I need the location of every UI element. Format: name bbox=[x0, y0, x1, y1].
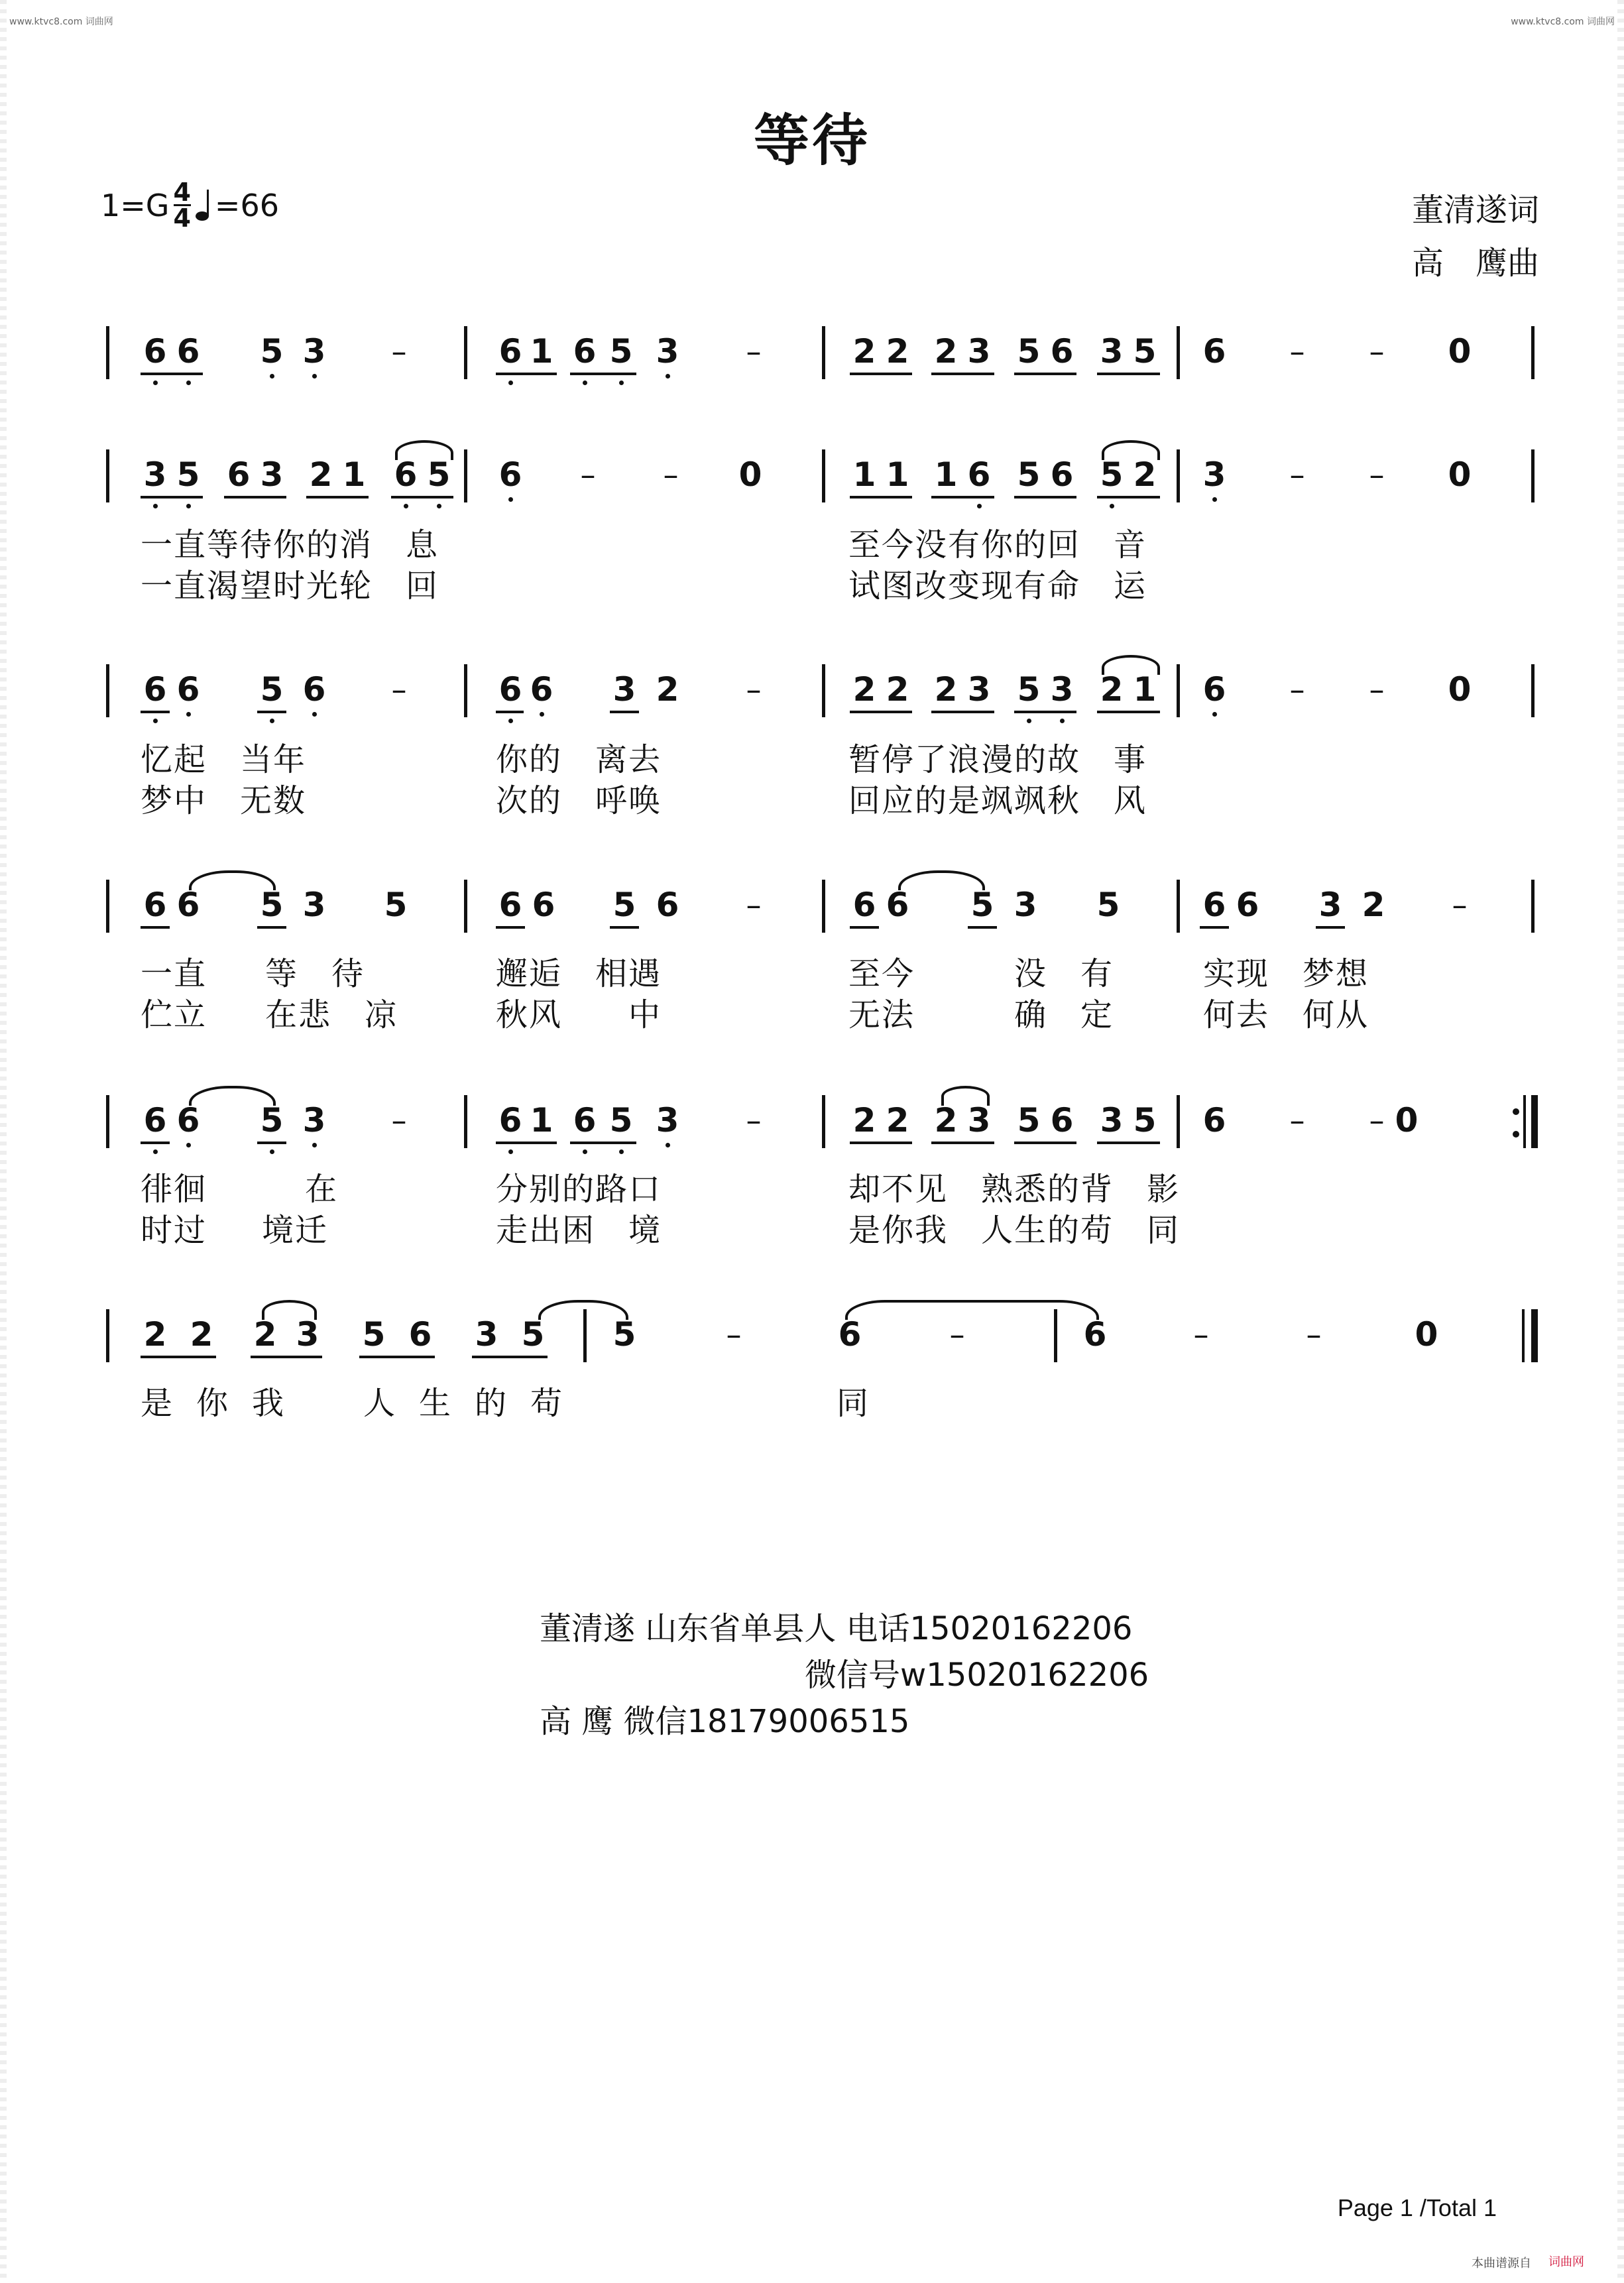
lyric-line: 没 有 bbox=[1014, 955, 1114, 992]
eighth-beam bbox=[257, 1142, 286, 1144]
note: 0 bbox=[1448, 455, 1472, 494]
note: 0 bbox=[1415, 1315, 1438, 1354]
lyric-line: 伫立 bbox=[141, 996, 207, 1033]
note: 6 bbox=[530, 670, 553, 709]
eighth-beam bbox=[931, 373, 994, 375]
note: 3 bbox=[302, 1101, 326, 1140]
note: 0 bbox=[1448, 670, 1472, 709]
lyric-line: 时过 bbox=[141, 1212, 207, 1249]
note: 2 bbox=[656, 670, 679, 709]
sustain-dash: – bbox=[1306, 1317, 1322, 1352]
note: 6 bbox=[1050, 455, 1074, 494]
note: 5 bbox=[384, 886, 408, 924]
octave-dot-below bbox=[1212, 497, 1217, 502]
lyric-line: 你的 离去 bbox=[496, 741, 662, 778]
octave-dot-below bbox=[1027, 719, 1031, 723]
note: 6 bbox=[1202, 1101, 1226, 1140]
eighth-beam bbox=[1097, 1142, 1160, 1144]
octave-dot-below bbox=[666, 1143, 670, 1147]
watermark-top-left: www.ktvc8.com 词曲网 bbox=[9, 17, 113, 27]
octave-dot-below bbox=[186, 1143, 191, 1147]
barline bbox=[106, 880, 109, 933]
note: 5 bbox=[1017, 455, 1041, 494]
octave-dot-below bbox=[270, 719, 274, 723]
note: 3 bbox=[967, 670, 991, 709]
octave-dot-below bbox=[437, 504, 441, 508]
sustain-dash: – bbox=[391, 333, 407, 369]
note: 6 bbox=[573, 1101, 597, 1140]
octave-dot-below bbox=[666, 374, 670, 379]
barline bbox=[464, 449, 467, 502]
note: 6 bbox=[498, 670, 522, 709]
eighth-beam bbox=[850, 496, 912, 498]
note: 2 bbox=[852, 1101, 876, 1140]
lyric-line: 回应的是飒飒秋 风 bbox=[848, 782, 1147, 819]
repeat-barline-thick bbox=[1531, 1095, 1538, 1148]
note: 1 bbox=[1133, 670, 1157, 709]
lyric-line: 一直 bbox=[141, 955, 207, 992]
octave-dot-below bbox=[619, 1149, 624, 1154]
lyric-line: 邂逅 相遇 bbox=[496, 955, 662, 992]
note: 6 bbox=[1083, 1315, 1107, 1354]
barline bbox=[822, 1095, 825, 1148]
note: 1 bbox=[530, 1101, 553, 1140]
octave-dot-below bbox=[270, 1149, 274, 1154]
lyric-line: 徘徊 bbox=[141, 1171, 207, 1208]
eighth-beam bbox=[1316, 926, 1345, 929]
note: 6 bbox=[1050, 1101, 1074, 1140]
note: 6 bbox=[176, 886, 200, 924]
lyric-line: 确 定 bbox=[1014, 996, 1114, 1033]
eighth-beam bbox=[251, 1356, 322, 1358]
note: 5 bbox=[260, 670, 284, 709]
octave-dot-below bbox=[270, 374, 274, 379]
note: 6 bbox=[498, 1101, 522, 1140]
note: 5 bbox=[1017, 332, 1041, 371]
barline bbox=[822, 664, 825, 717]
note: 6 bbox=[498, 332, 522, 371]
slur bbox=[941, 1086, 990, 1106]
lyric-line: 梦中 无数 bbox=[141, 782, 307, 819]
eighth-beam bbox=[359, 1356, 435, 1358]
sustain-dash: – bbox=[746, 1102, 762, 1138]
note: 3 bbox=[475, 1315, 498, 1354]
watermark-top-right: www.ktvc8.com 词曲网 bbox=[1511, 17, 1615, 27]
sustain-dash: – bbox=[1289, 672, 1305, 707]
barline bbox=[1177, 664, 1180, 717]
barline bbox=[464, 664, 467, 717]
barline bbox=[106, 449, 109, 502]
note: 3 bbox=[302, 886, 326, 924]
octave-dot-below bbox=[583, 380, 587, 385]
octave-dot-below bbox=[1212, 712, 1217, 717]
lyric-line: 分别的路口 bbox=[496, 1171, 662, 1208]
note: 6 bbox=[302, 670, 326, 709]
note: 5 bbox=[1133, 1101, 1157, 1140]
barline bbox=[1531, 880, 1535, 933]
note: 6 bbox=[227, 455, 251, 494]
note: 0 bbox=[1395, 1101, 1419, 1140]
barline bbox=[464, 880, 467, 933]
lyric-line: 等 待 bbox=[265, 955, 365, 992]
page-number: Page 1 /Total 1 bbox=[1337, 2194, 1497, 2221]
eighth-beam bbox=[850, 373, 912, 375]
octave-dot-below bbox=[508, 1149, 513, 1154]
slur bbox=[1102, 440, 1160, 460]
octave-dot-below bbox=[583, 1149, 587, 1154]
slur bbox=[898, 870, 985, 890]
note: 3 bbox=[296, 1315, 319, 1354]
octave-dot-below bbox=[508, 497, 513, 502]
note: 6 bbox=[394, 455, 418, 494]
note: 5 bbox=[521, 1315, 545, 1354]
barline bbox=[106, 326, 109, 379]
note: 3 bbox=[612, 670, 636, 709]
sustain-dash: – bbox=[746, 887, 762, 923]
right-edge-strip bbox=[1617, 0, 1624, 2283]
note: 2 bbox=[886, 670, 909, 709]
note: 2 bbox=[1133, 455, 1157, 494]
octave-dot-below bbox=[153, 380, 158, 385]
note: 3 bbox=[143, 455, 167, 494]
barline bbox=[1177, 880, 1180, 933]
octave-dot-below bbox=[508, 380, 513, 385]
lyric-line: 人生的苟 bbox=[363, 1385, 587, 1422]
sustain-dash: – bbox=[663, 457, 679, 493]
sustain-dash: – bbox=[391, 1102, 407, 1138]
composer-credit: 高 鹰曲 bbox=[1411, 245, 1539, 282]
note: 6 bbox=[1202, 886, 1226, 924]
slur bbox=[395, 440, 453, 460]
eighth-beam bbox=[931, 711, 994, 713]
lyric-line: 至今 bbox=[848, 955, 915, 992]
eighth-beam bbox=[141, 373, 203, 375]
octave-dot-below bbox=[186, 712, 191, 717]
eighth-beam bbox=[570, 373, 636, 375]
note: 5 bbox=[1017, 1101, 1041, 1140]
eighth-beam bbox=[224, 496, 286, 498]
note: 2 bbox=[1100, 670, 1124, 709]
sustain-dash: – bbox=[1289, 457, 1305, 493]
octave-dot-below bbox=[153, 1149, 158, 1154]
song-title: 等待 bbox=[753, 108, 870, 173]
note: 5 bbox=[260, 1101, 284, 1140]
note: 3 bbox=[656, 332, 679, 371]
note: 3 bbox=[1318, 886, 1342, 924]
octave-dot-below bbox=[1060, 719, 1065, 723]
octave-dot-below bbox=[312, 1143, 317, 1147]
note: 2 bbox=[934, 1101, 958, 1140]
note: 2 bbox=[309, 455, 333, 494]
octave-dot-below bbox=[508, 719, 513, 723]
final-barline-thin bbox=[1522, 1309, 1525, 1362]
time-denominator: 4 bbox=[173, 204, 191, 233]
barline bbox=[1531, 664, 1535, 717]
note: 6 bbox=[1202, 670, 1226, 709]
eighth-beam bbox=[610, 711, 639, 713]
note: 3 bbox=[967, 332, 991, 371]
slur bbox=[538, 1300, 628, 1320]
key-signature bbox=[101, 178, 279, 233]
eighth-beam bbox=[850, 711, 912, 713]
note: 5 bbox=[609, 1101, 633, 1140]
sustain-dash: – bbox=[949, 1317, 965, 1352]
eighth-beam bbox=[257, 711, 286, 713]
sustain-dash: – bbox=[1452, 887, 1468, 923]
sustain-dash: – bbox=[726, 1317, 742, 1352]
sustain-dash: – bbox=[1289, 1102, 1305, 1138]
lyric-line: 忆起 当年 bbox=[141, 741, 307, 778]
barline bbox=[464, 1095, 467, 1148]
sustain-dash: – bbox=[1369, 333, 1385, 369]
note: 5 bbox=[970, 886, 994, 924]
note: 5 bbox=[1096, 886, 1120, 924]
note: 2 bbox=[934, 332, 958, 371]
lyric-line: 境迁 bbox=[262, 1212, 329, 1249]
lyric-line: 何去 何从 bbox=[1203, 996, 1369, 1033]
barline bbox=[464, 326, 467, 379]
note: 6 bbox=[656, 886, 679, 924]
contact-line: 微信号w15020162206 bbox=[805, 1657, 1149, 1694]
source-note: 本曲谱源自 bbox=[1472, 2256, 1531, 2270]
repeat-dot bbox=[1513, 1131, 1519, 1138]
barline bbox=[106, 664, 109, 717]
note: 5 bbox=[1133, 332, 1157, 371]
note: 5 bbox=[260, 886, 284, 924]
eighth-beam bbox=[472, 1356, 548, 1358]
sustain-dash: – bbox=[580, 457, 596, 493]
note: 1 bbox=[852, 455, 876, 494]
sustain-dash: – bbox=[1289, 333, 1305, 369]
note: 2 bbox=[190, 1315, 213, 1354]
note: 6 bbox=[176, 332, 200, 371]
lyric-line: 实现 梦想 bbox=[1203, 955, 1369, 992]
eighth-beam bbox=[610, 926, 639, 929]
lyric-line: 是你我 人生的苟 同 bbox=[848, 1212, 1181, 1249]
eighth-beam bbox=[141, 1142, 170, 1144]
octave-dot-below bbox=[186, 504, 191, 508]
note: 6 bbox=[532, 886, 555, 924]
lyric-line: 暂停了浪漫的故 事 bbox=[848, 741, 1147, 778]
lyric-line: 试图改变现有命 运 bbox=[848, 567, 1147, 605]
note: 6 bbox=[143, 670, 167, 709]
note: 1 bbox=[342, 455, 366, 494]
eighth-beam bbox=[1097, 496, 1160, 498]
note: 6 bbox=[498, 455, 522, 494]
barline bbox=[1177, 326, 1180, 379]
eighth-beam bbox=[141, 926, 170, 929]
slur bbox=[845, 1300, 1099, 1320]
eighth-beam bbox=[141, 1356, 216, 1358]
eighth-beam bbox=[496, 373, 557, 375]
note: 2 bbox=[934, 670, 958, 709]
octave-dot-below bbox=[977, 504, 982, 508]
note: 6 bbox=[143, 886, 167, 924]
eighth-beam bbox=[1014, 373, 1076, 375]
note: 3 bbox=[1202, 455, 1226, 494]
note: 6 bbox=[886, 886, 909, 924]
note: 6 bbox=[1050, 332, 1074, 371]
time-signature bbox=[173, 178, 191, 233]
barline bbox=[822, 880, 825, 933]
sustain-dash: – bbox=[1369, 1102, 1385, 1138]
note: 2 bbox=[886, 1101, 909, 1140]
eighth-beam bbox=[931, 1142, 994, 1144]
slur bbox=[189, 870, 276, 890]
octave-dot-below bbox=[1110, 504, 1114, 508]
lyric-line: 无法 bbox=[848, 996, 915, 1033]
note: 6 bbox=[1202, 332, 1226, 371]
sustain-dash: – bbox=[746, 672, 762, 707]
barline bbox=[822, 326, 825, 379]
note: 1 bbox=[530, 332, 553, 371]
final-barline-thick bbox=[1531, 1309, 1538, 1362]
eighth-beam bbox=[1014, 711, 1076, 713]
key-prefix: 1=G bbox=[101, 187, 170, 223]
note: 6 bbox=[838, 1315, 862, 1354]
note: 3 bbox=[1100, 1101, 1124, 1140]
note: 3 bbox=[1050, 670, 1074, 709]
eighth-beam bbox=[391, 496, 453, 498]
eighth-beam bbox=[496, 711, 524, 713]
eighth-beam bbox=[141, 496, 203, 498]
repeat-dot bbox=[1513, 1108, 1519, 1115]
eighth-beam bbox=[257, 926, 286, 929]
note: 2 bbox=[852, 670, 876, 709]
note: 5 bbox=[1100, 455, 1124, 494]
note: 6 bbox=[852, 886, 876, 924]
note: 5 bbox=[176, 455, 200, 494]
note: 6 bbox=[1236, 886, 1259, 924]
note: 2 bbox=[852, 332, 876, 371]
eighth-beam bbox=[1097, 373, 1160, 375]
time-numerator: 4 bbox=[173, 178, 191, 207]
note: 3 bbox=[302, 332, 326, 371]
eighth-beam bbox=[306, 496, 369, 498]
barline bbox=[1531, 326, 1535, 379]
sustain-dash: – bbox=[1369, 672, 1385, 707]
barline bbox=[822, 449, 825, 502]
note: 5 bbox=[1017, 670, 1041, 709]
octave-dot-below bbox=[153, 504, 158, 508]
note: 5 bbox=[427, 455, 451, 494]
eighth-beam bbox=[850, 926, 879, 929]
note: 3 bbox=[260, 455, 284, 494]
lyric-line: 一直渴望时光轮 回 bbox=[141, 567, 439, 605]
contact-line: 董清遂 山东省单县人 电话15020162206 bbox=[540, 1610, 1133, 1647]
octave-dot-below bbox=[186, 380, 191, 385]
eighth-beam bbox=[496, 926, 525, 929]
slur bbox=[262, 1300, 317, 1320]
lyric-line: 是你我 bbox=[141, 1385, 308, 1422]
site-logo: 词曲网 bbox=[1548, 2255, 1584, 2269]
note: 3 bbox=[656, 1101, 679, 1140]
eighth-beam bbox=[931, 496, 994, 498]
note: 0 bbox=[1448, 332, 1472, 371]
note: 2 bbox=[253, 1315, 277, 1354]
octave-dot-below bbox=[312, 374, 317, 379]
octave-dot-below bbox=[540, 712, 544, 717]
sustain-dash: – bbox=[746, 333, 762, 369]
eighth-beam bbox=[1097, 711, 1160, 713]
eighth-beam bbox=[968, 926, 997, 929]
note: 5 bbox=[612, 1315, 636, 1354]
octave-dot-below bbox=[619, 380, 624, 385]
sustain-dash: – bbox=[1193, 1317, 1209, 1352]
lyricist-credit: 董清遂词 bbox=[1411, 192, 1539, 229]
lyric-line: 一直等待你的消 息 bbox=[141, 526, 439, 563]
repeat-barline-thin bbox=[1523, 1095, 1526, 1148]
eighth-beam bbox=[850, 1142, 912, 1144]
octave-dot-below bbox=[312, 712, 317, 717]
eighth-beam bbox=[1014, 1142, 1076, 1144]
note: 6 bbox=[176, 670, 200, 709]
lyric-line: 却不见 熟悉的背 影 bbox=[848, 1171, 1181, 1208]
eighth-beam bbox=[1014, 496, 1076, 498]
note: 5 bbox=[260, 332, 284, 371]
barline bbox=[1177, 449, 1180, 502]
slur bbox=[1102, 655, 1160, 675]
lyric-line: 走出困 境 bbox=[496, 1212, 662, 1249]
note: 6 bbox=[498, 886, 522, 924]
note: 6 bbox=[408, 1315, 432, 1354]
note: 6 bbox=[967, 455, 991, 494]
note: 5 bbox=[362, 1315, 386, 1354]
barline bbox=[106, 1095, 109, 1148]
note: 5 bbox=[612, 886, 636, 924]
lyric-line: 秋风 中 bbox=[496, 996, 662, 1033]
eighth-beam bbox=[570, 1142, 636, 1144]
sustain-dash: – bbox=[1369, 457, 1385, 493]
note: 6 bbox=[143, 1101, 167, 1140]
note: 6 bbox=[176, 1101, 200, 1140]
note: 3 bbox=[967, 1101, 991, 1140]
note: 2 bbox=[886, 332, 909, 371]
note: 0 bbox=[738, 455, 762, 494]
eighth-beam bbox=[141, 711, 170, 713]
lyric-line: 同 bbox=[837, 1385, 870, 1422]
note: 6 bbox=[143, 332, 167, 371]
note: 6 bbox=[573, 332, 597, 371]
quarter-note-icon bbox=[195, 188, 215, 223]
left-edge-strip bbox=[0, 0, 7, 2283]
contact-line: 高 鹰 微信18179006515 bbox=[540, 1703, 910, 1740]
note: 3 bbox=[1014, 886, 1037, 924]
note: 1 bbox=[886, 455, 909, 494]
barline bbox=[1531, 449, 1535, 502]
lyric-line: 次的 呼唤 bbox=[496, 782, 662, 819]
eighth-beam bbox=[1200, 926, 1229, 929]
sustain-dash: – bbox=[391, 672, 407, 707]
tempo: =66 bbox=[214, 187, 279, 223]
note: 3 bbox=[1100, 332, 1124, 371]
barline bbox=[106, 1309, 109, 1362]
note: 5 bbox=[609, 332, 633, 371]
lyric-line: 至今没有你的回 音 bbox=[848, 526, 1147, 563]
lyric-line: 在悲 凉 bbox=[265, 996, 398, 1033]
note: 1 bbox=[934, 455, 958, 494]
lyric-line: 在 bbox=[305, 1171, 339, 1208]
note: 2 bbox=[1362, 886, 1385, 924]
octave-dot-below bbox=[153, 719, 158, 723]
octave-dot-below bbox=[404, 504, 408, 508]
slur bbox=[189, 1086, 276, 1106]
eighth-beam bbox=[496, 1142, 557, 1144]
note: 2 bbox=[143, 1315, 167, 1354]
barline bbox=[1177, 1095, 1180, 1148]
